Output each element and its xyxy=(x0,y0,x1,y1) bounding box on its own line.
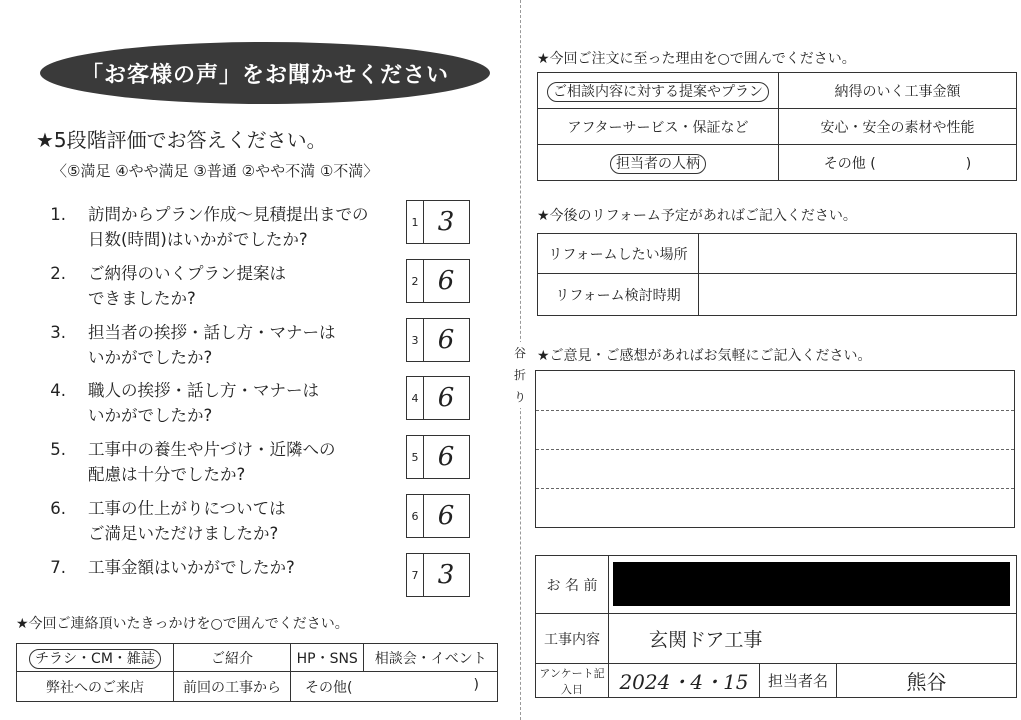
plan-place-field[interactable] xyxy=(699,234,1017,274)
question-text-1: 訪問からプラン作成～見積提出までの xyxy=(88,205,369,224)
answer-index: 3 xyxy=(407,319,424,361)
rating-scale: 〈⑤満足 ④やや満足 ③普通 ②やや不満 ①不満〉 xyxy=(52,162,379,180)
question-number: 2. xyxy=(50,264,66,283)
question-text-1: 担当者の挨拶・話し方・マナーは xyxy=(88,323,336,342)
work-value[interactable]: 玄関ドア工事 xyxy=(609,614,1017,664)
question-text-2: いかがでしたか? xyxy=(88,348,213,367)
answer-value: 6 xyxy=(437,442,455,472)
contact-heading: ★今回ご連絡頂いたきっかけを○で囲んでください。 xyxy=(16,616,349,632)
contact-option-referral[interactable]: ご紹介 xyxy=(173,644,290,672)
opinion-box[interactable] xyxy=(535,370,1015,528)
question-number: 4. xyxy=(50,381,66,400)
survey-banner: 「お客様の声」をお聞かせください xyxy=(40,42,490,104)
rating-heading: ★5段階評価でお答えください。 xyxy=(36,128,327,152)
question-text-2: 日数(時間)はいかがでしたか? xyxy=(88,230,308,249)
info-table xyxy=(535,555,1017,698)
contact-option-other[interactable]: その他( ) xyxy=(290,672,497,702)
staff-value[interactable]: 熊谷 xyxy=(837,664,1017,698)
plan-heading: ★今後のリフォーム予定があればご記入ください。 xyxy=(537,208,857,224)
answer-value: 3 xyxy=(437,560,455,590)
question-text-1: 工事中の養生や片づけ・近隣への xyxy=(88,440,336,459)
plan-timing-field[interactable] xyxy=(699,274,1017,316)
plan-table xyxy=(537,233,1017,316)
name-label: お 名 前 xyxy=(536,556,609,614)
answer-box[interactable] xyxy=(406,553,470,597)
reason-proposal[interactable]: ご相談内容に対する提案やプラン xyxy=(538,73,779,109)
contact-option-hp[interactable]: HP・SNS xyxy=(290,644,364,672)
answer-index: 7 xyxy=(407,554,424,596)
plan-timing-label: リフォーム検討時期 xyxy=(538,274,699,316)
answer-index: 2 xyxy=(407,260,424,302)
question-text-2: できましたか? xyxy=(88,289,196,308)
question-text-2: いかがでしたか? xyxy=(88,406,213,425)
name-field[interactable] xyxy=(609,556,1017,614)
answer-box[interactable] xyxy=(406,494,470,538)
question-number: 7. xyxy=(50,558,66,577)
answer-box[interactable] xyxy=(406,259,470,303)
staff-label: 担当者名 xyxy=(760,664,837,698)
answer-index: 1 xyxy=(407,201,424,243)
answer-value: 6 xyxy=(437,501,455,531)
contact-option-event[interactable]: 相談会・イベント xyxy=(364,644,498,672)
question-text-1: ご納得のいくプラン提案は xyxy=(88,264,286,283)
answer-index: 5 xyxy=(407,436,424,478)
question-text-1: 工事金額はいかがでしたか? xyxy=(88,558,295,577)
answer-box[interactable] xyxy=(406,435,470,479)
reason-safety[interactable]: 安心・安全の素材や性能 xyxy=(779,109,1017,145)
plan-place-label: リフォームしたい場所 xyxy=(538,234,699,274)
redaction-bar xyxy=(613,562,1010,606)
reason-heading: ★今回ご注文に至った理由を○で囲んでください。 xyxy=(537,51,856,67)
answer-box[interactable] xyxy=(406,376,470,420)
answer-box[interactable] xyxy=(406,318,470,362)
answer-value: 3 xyxy=(437,207,455,237)
reason-staff[interactable]: 担当者の人柄 xyxy=(538,145,779,181)
answer-index: 6 xyxy=(407,495,424,537)
opinion-heading: ★ご意見・ご感想があればお気軽にご記入ください。 xyxy=(537,348,872,364)
question-number: 5. xyxy=(50,440,66,459)
question-number: 6. xyxy=(50,499,66,518)
question-text-2: 配慮は十分でしたか? xyxy=(88,465,246,484)
question-number: 1. xyxy=(50,205,66,224)
contact-table xyxy=(16,643,498,702)
answer-value: 6 xyxy=(437,383,455,413)
date-value[interactable]: 2024・4・15 xyxy=(609,664,760,698)
question-text-2: ご満足いただけましたか? xyxy=(88,524,279,543)
reason-other[interactable]: その他 ( ) xyxy=(779,145,1017,181)
work-label: 工事内容 xyxy=(536,614,609,664)
answer-box[interactable] xyxy=(406,200,470,244)
reason-aftercare[interactable]: アフターサービス・保証など xyxy=(538,109,779,145)
reason-table xyxy=(537,72,1017,181)
answer-value: 6 xyxy=(437,325,455,355)
question-text-1: 工事の仕上がりについては xyxy=(88,499,286,518)
question-text-1: 職人の挨拶・話し方・マナーは xyxy=(88,381,319,400)
contact-option-store[interactable]: 弊社へのご来店 xyxy=(17,672,174,702)
date-label: アンケート記入日 xyxy=(536,664,609,698)
contact-option-flyer[interactable]: チラシ・CM・雑誌 xyxy=(17,644,174,672)
question-number: 3. xyxy=(50,323,66,342)
answer-index: 4 xyxy=(407,377,424,419)
contact-option-previous[interactable]: 前回の工事から xyxy=(173,672,290,702)
reason-price[interactable]: 納得のいく工事金額 xyxy=(779,73,1017,109)
answer-value: 6 xyxy=(437,266,455,296)
fold-label: 谷 折 り xyxy=(511,342,529,408)
